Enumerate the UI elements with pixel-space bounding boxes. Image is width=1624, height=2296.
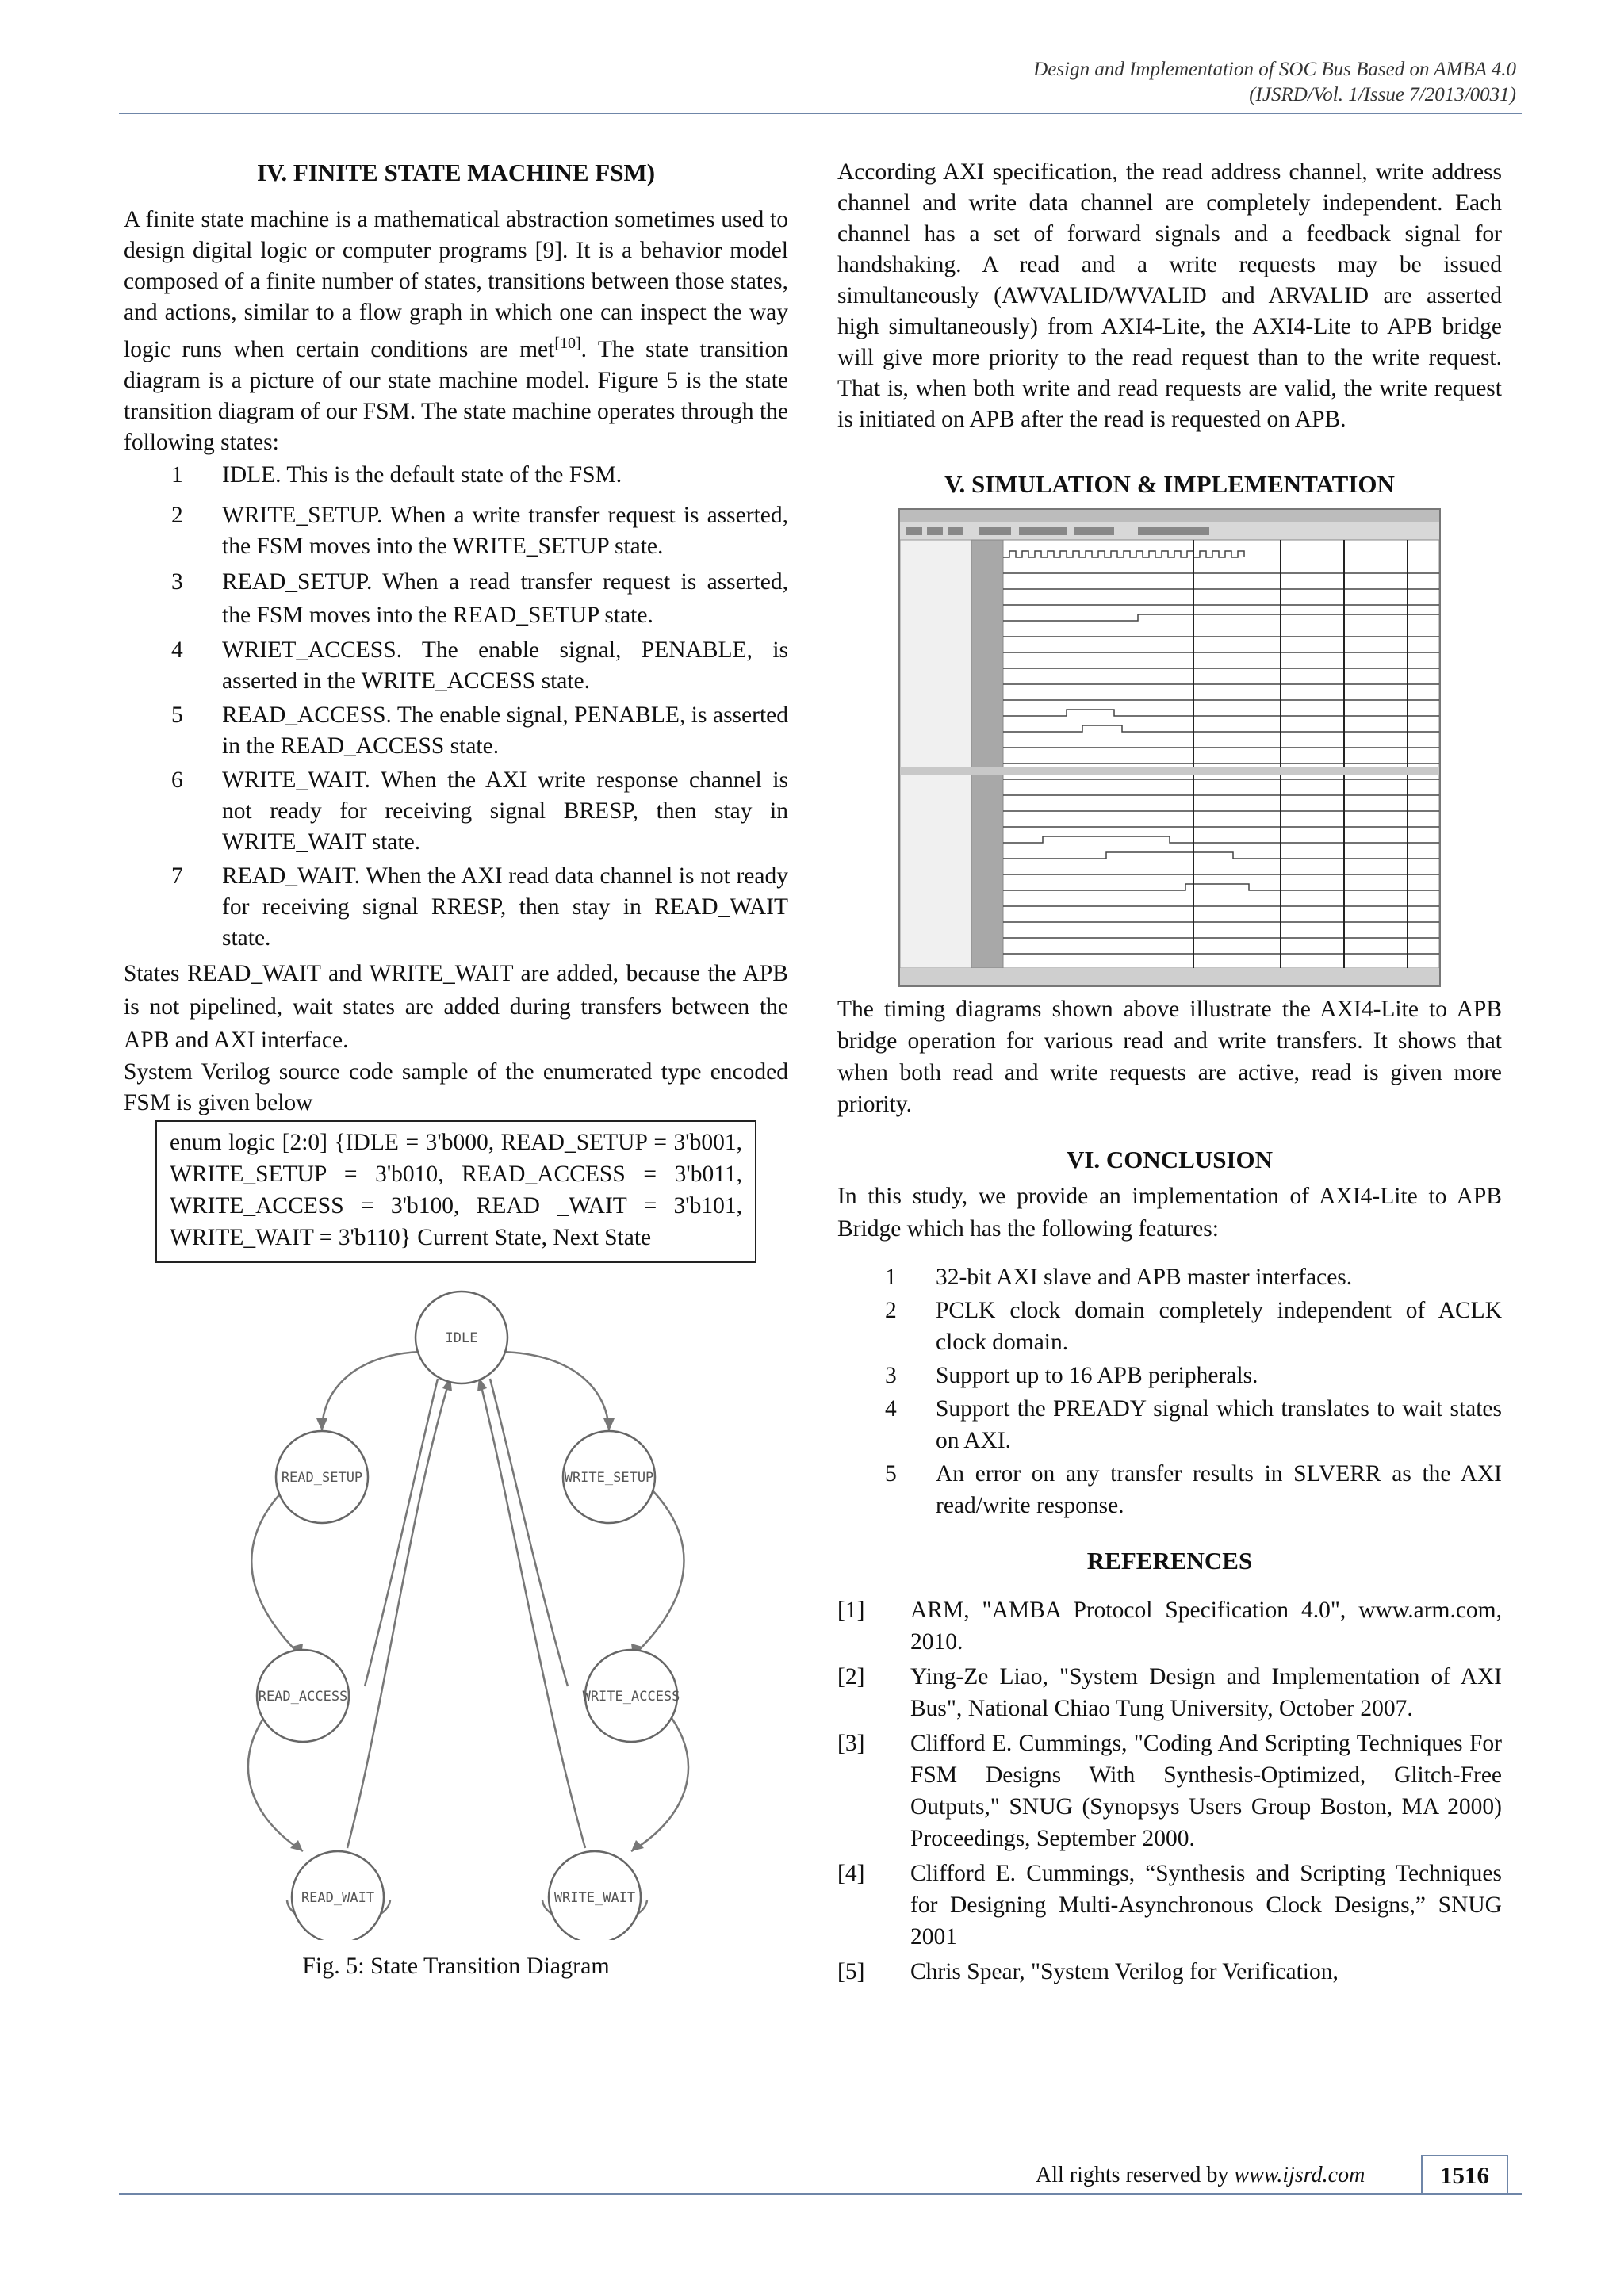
state-num: 7 — [171, 863, 183, 889]
feature-text: Support up to 16 APB peripherals. — [936, 1363, 1258, 1388]
state-list — [124, 460, 788, 954]
state-num: 2 — [171, 502, 183, 528]
right-column — [837, 157, 1502, 1991]
footer-rights — [1036, 2161, 1365, 2190]
feature-item — [837, 1360, 1502, 1391]
reference-num: [5] — [837, 1959, 865, 1984]
wait-states-paragraph: States READ_WAIT and WRITE_WAIT are added, because the APB is not pipelined, wait states are added during transfers between the APB and AXI interface. — [124, 960, 788, 1053]
reference-item — [837, 1956, 1502, 1988]
section-vi-title: VI. CONCLUSION — [1066, 1146, 1274, 1173]
fsm-intro-b: . The state transition diagram is a picture of our state machine model. Figure 5 is the state transition diagram of our FSM. The state machine operates through the following states: — [124, 336, 788, 455]
references-title: REFERENCES — [1086, 1547, 1253, 1575]
state-num: 5 — [171, 702, 183, 728]
reference-item — [837, 1728, 1502, 1854]
label-read-wait: READ_WAIT — [301, 1889, 375, 1906]
state-item — [124, 635, 788, 697]
header-title: Design and Implementation of SOC Bus Based on AMBA 4.0 — [1033, 59, 1516, 80]
state-text: WRITE_WAIT. When the AXI write response channel is not ready for receiving signal BRESP, then stay in WRITE_WAIT state. — [222, 767, 788, 855]
feature-num: 3 — [885, 1363, 897, 1388]
state-item — [124, 765, 788, 858]
state-transition-figure — [124, 1290, 788, 1981]
feature-text: An error on any transfer results in SLVERR as the AXI read/write response. — [936, 1461, 1502, 1518]
reference-text: Clifford E. Cummings, "Coding And Scripting Techniques For FSM Designs With Synthesis-Optimized, Glitch-Free Outputs," SNUG (Synopsys Users Group Boston, MA 2000) Proceedings, September 2000. — [910, 1731, 1502, 1851]
arrow-head — [603, 1418, 615, 1431]
page-number: 1516 — [1421, 2155, 1508, 2195]
feature-num: 5 — [885, 1461, 897, 1487]
feature-text: Support the PREADY signal which translates to wait states on AXI. — [936, 1396, 1502, 1453]
waveform-image — [900, 510, 1439, 985]
reference-text: Clifford E. Cummings, “Synthesis and Scripting Techniques for Designing Multi-Asynchronous Clock Designs,” SNUG 2001 — [910, 1861, 1502, 1950]
edge-read-access-idle — [365, 1379, 438, 1686]
reference-num: [4] — [837, 1861, 865, 1886]
reference-item — [837, 1594, 1502, 1658]
arrow-head — [316, 1418, 327, 1431]
state-text: WRITE_SETUP. When a write transfer request is asserted, the FSM moves into the WRITE_SETUP state. — [222, 502, 788, 559]
sv-code-box: enum logic [2:0] {IDLE = 3'b000, READ_SETUP = 3'b001, WRITE_SETUP = 3'b010, READ_ACCESS = 3'b011, WRITE_ACCESS = 3'b100, READ _WAIT = 3'b101, WRITE_WAIT = 3'b110} Current State, Next State — [155, 1120, 756, 1263]
state-text: READ_WAIT. When the AXI read data channel is not ready for receiving signal RRESP, then stay in READ_WAIT state. — [222, 863, 788, 951]
axi-spec-paragraph: According AXI specification, the read address channel, write address channel and write data channel are completely independent. Each channel has a set of forward signals and a feedback signal for handshaking. A read and a write requests may be issued simultaneously (AWVALID/WVALID and ARVALID are asserted high simultaneously) from AXI4-Lite, the AXI4-Lite to APB bridge will give more priority to the read request than to the write request. That is, when both write and read requests are valid, the write request is initiated on APB after the read is requested on APB. — [837, 159, 1502, 432]
label-idle: IDLE — [445, 1330, 478, 1346]
state-num: 6 — [171, 767, 183, 793]
figure-5-caption: Fig. 5: State Transition Diagram — [302, 1952, 610, 1979]
feature-num: 1 — [885, 1265, 897, 1290]
header-issue: (IJSRD/Vol. 1/Issue 7/2013/0031) — [1249, 84, 1516, 105]
feature-item — [837, 1393, 1502, 1456]
header-rule — [119, 113, 1522, 114]
left-column — [124, 157, 788, 1981]
state-item — [124, 700, 788, 762]
arrow-head — [290, 1840, 303, 1851]
section-v-title: V. SIMULATION & IMPLEMENTATION — [944, 470, 1395, 498]
reference-text: ARM, "AMBA Protocol Specification 4.0", www.arm.com, 2010. — [910, 1598, 1502, 1655]
section-iv-title: IV. FINITE STATE MACHINE FSM) — [256, 159, 656, 186]
feature-num: 4 — [885, 1396, 897, 1422]
timing-paragraph: The timing diagrams shown above illustrate the AXI4-Lite to APB bridge operation for various read and write transfers. It shows that when both read and write requests are active, read is given more priority. — [837, 997, 1502, 1117]
reference-num: [1] — [837, 1598, 865, 1623]
state-item — [124, 861, 788, 954]
footer-site-link[interactable]: www.ijsrd.com — [1234, 2163, 1365, 2187]
fsm-intro-a: A finite state machine is a mathematical abstraction sometimes used to design digital logic or computer programs [9]. It is a behavior model composed of a finite number of states, transitions between those states, and actions, similar to a flow graph in which one can inspect the way logic runs when certain conditions are met — [124, 207, 788, 362]
edge-write-access-idle — [490, 1379, 568, 1686]
feature-item — [837, 1261, 1502, 1293]
feature-list — [837, 1261, 1502, 1521]
reference-text: Chris Spear, "System Verilog for Verification, — [910, 1959, 1339, 1984]
arrow-head — [631, 1840, 644, 1851]
footer-rule — [119, 2193, 1522, 2195]
fsm-intro-paragraph — [124, 205, 788, 458]
state-num: 3 — [171, 568, 183, 595]
label-read-access: READ_ACCESS — [258, 1688, 348, 1705]
state-num: 1 — [171, 461, 183, 488]
state-item — [124, 565, 788, 632]
reference-text: Ying-Ze Liao, "System Design and Implementation of AXI Bus", National Chiao Tung University, October 2007. — [910, 1664, 1502, 1721]
state-item — [124, 500, 788, 562]
reference-num: [3] — [837, 1731, 865, 1756]
state-text: READ_ACCESS. The enable signal, PENABLE, is asserted in the READ_ACCESS state. — [222, 702, 788, 759]
label-write-access: WRITE_ACCESS — [582, 1688, 680, 1705]
state-item — [124, 460, 788, 491]
feature-num: 2 — [885, 1298, 897, 1323]
running-header — [1033, 57, 1516, 108]
reference-num: [2] — [837, 1664, 865, 1689]
feature-item — [837, 1295, 1502, 1358]
state-text: READ_SETUP. When a read transfer request is asserted, the FSM moves into the READ_SETUP state. — [222, 568, 788, 628]
edge-write-wait-idle — [479, 1377, 585, 1848]
label-read-setup: READ_SETUP — [281, 1469, 363, 1486]
edge-idle-read-setup — [322, 1352, 422, 1431]
sv-code-intro: System Verilog source code sample of the enumerated type encoded FSM is given below — [124, 1058, 788, 1115]
conclusion-paragraph: In this study, we provide an implementation of AXI4-Lite to APB Bridge which has the following features: — [837, 1184, 1502, 1242]
edge-idle-write-setup — [501, 1352, 609, 1431]
reference-item — [837, 1858, 1502, 1953]
simulation-waveform — [898, 508, 1441, 987]
citation-10: [10] — [554, 335, 581, 352]
label-write-setup: WRITE_SETUP — [564, 1469, 654, 1486]
state-transition-diagram — [124, 1290, 788, 1940]
feature-text: 32-bit AXI slave and APB master interfaces. — [936, 1265, 1353, 1290]
feature-item — [837, 1458, 1502, 1521]
edge-read-wait-idle — [347, 1377, 450, 1848]
state-text: IDLE. This is the default state of the FSM. — [222, 461, 622, 488]
feature-text: PCLK clock domain completely independent of ACLK clock domain. — [936, 1298, 1502, 1355]
state-text: WRIET_ACCESS. The enable signal, PENABLE, is asserted in the WRITE_ACCESS state. — [222, 637, 788, 694]
label-write-wait: WRITE_WAIT — [553, 1889, 636, 1906]
reference-list — [837, 1594, 1502, 1988]
footer-text: All rights reserved by — [1036, 2163, 1235, 2187]
reference-item — [837, 1661, 1502, 1724]
state-num: 4 — [171, 637, 183, 663]
